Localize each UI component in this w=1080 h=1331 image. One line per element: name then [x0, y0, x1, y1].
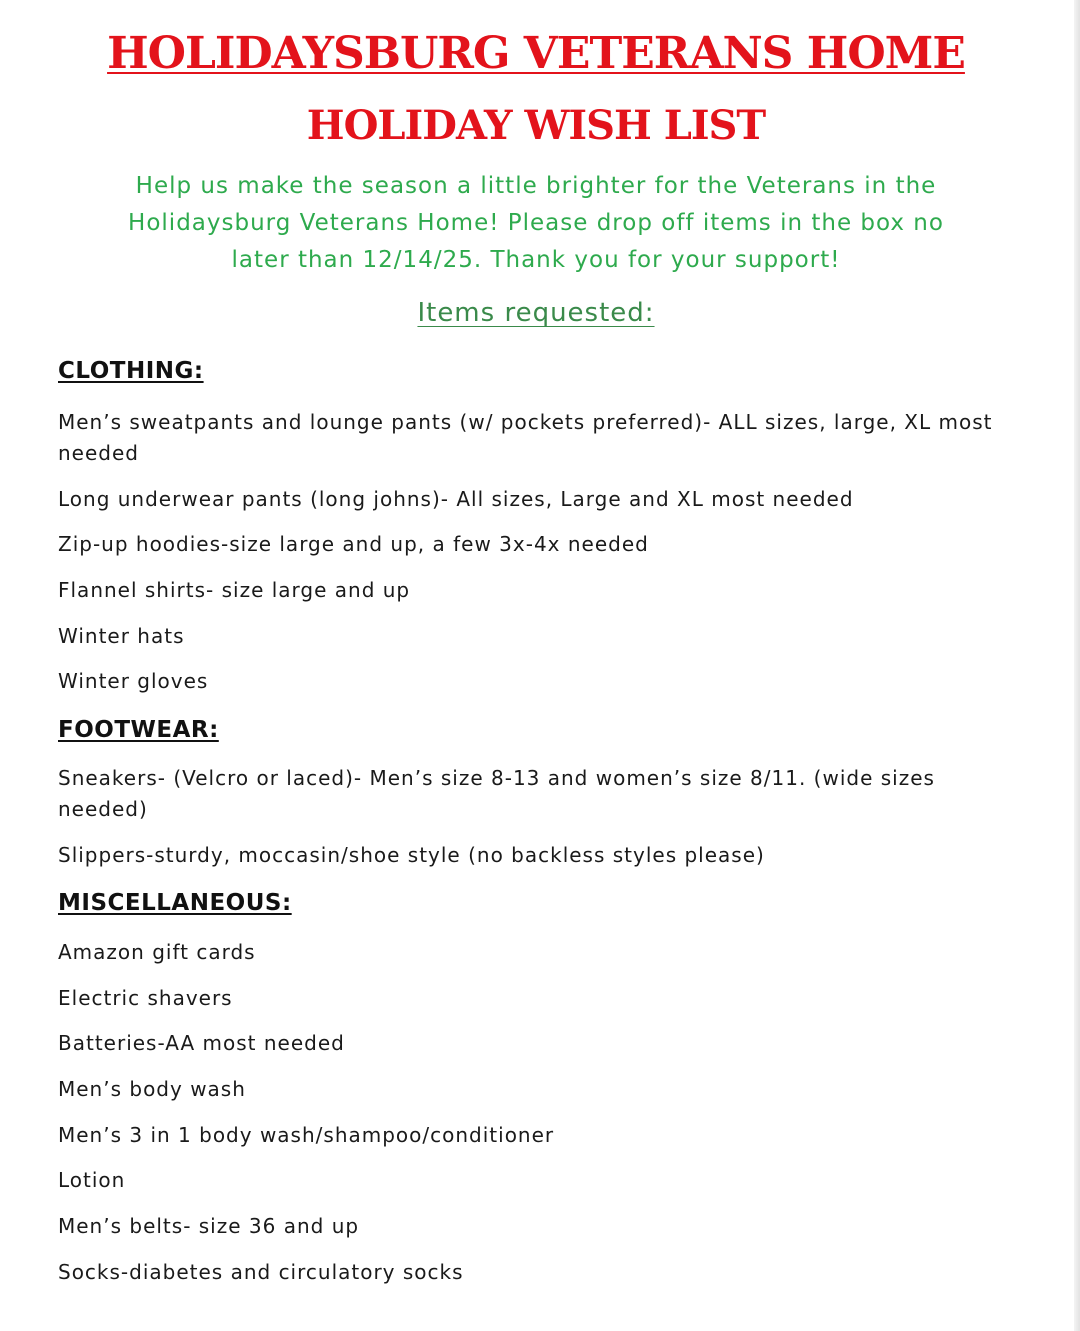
list-item: Men’s sweatpants and lounge pants (w/ pockets preferred)- ALL sizes, large, XL most needed: [58, 410, 993, 465]
list-item: Amazon gift cards: [58, 940, 256, 964]
list-item: Long underwear pants (long johns)- All sizes, Large and XL most needed: [58, 487, 854, 511]
list-item: Zip-up hoodies-size large and up, a few 3x-4x needed: [58, 532, 649, 556]
list-item: Winter gloves: [58, 669, 209, 693]
list-item: Men’s 3 in 1 body wash/shampoo/conditioner: [58, 1123, 555, 1147]
section-heading-clothing: CLOTHING:: [58, 358, 204, 384]
list-item: Men’s belts- size 36 and up: [58, 1214, 360, 1238]
list-item: Flannel shirts- size large and up: [58, 578, 411, 602]
intro-paragraph: [70, 168, 1002, 279]
page-edge-shadow: [1074, 0, 1080, 1331]
list-item: Sneakers- (Velcro or laced)- Men’s size 8-13 and women’s size 8/11. (wide sizes needed): [58, 766, 935, 821]
list-item: Electric shavers: [58, 986, 233, 1010]
list-item: Slippers-sturdy, moccasin/shoe style (no backless styles please): [58, 843, 765, 867]
page-subtitle: HOLIDAY WISH LIST: [306, 102, 766, 149]
section-heading-footwear: FOOTWEAR:: [58, 717, 219, 743]
items-requested-heading: Items requested:: [417, 298, 655, 328]
section-heading-miscellaneous: MISCELLANEOUS:: [58, 890, 292, 916]
intro-line-2: Holidaysburg Veterans Home! Please drop off items in the box no: [128, 210, 944, 236]
list-item: Winter hats: [58, 624, 185, 648]
intro-line-3: later than 12/14/25. Thank you for your support!: [231, 247, 841, 273]
list-item: Men’s body wash: [58, 1077, 246, 1101]
list-item: Batteries-AA most needed: [58, 1031, 345, 1055]
page-title: HOLIDAYSBURG VETERANS HOME: [107, 28, 965, 79]
list-item: Lotion: [58, 1168, 126, 1192]
intro-line-1: Help us make the season a little brighter for the Veterans in the: [135, 173, 937, 199]
list-item: Socks-diabetes and circulatory socks: [58, 1260, 464, 1284]
